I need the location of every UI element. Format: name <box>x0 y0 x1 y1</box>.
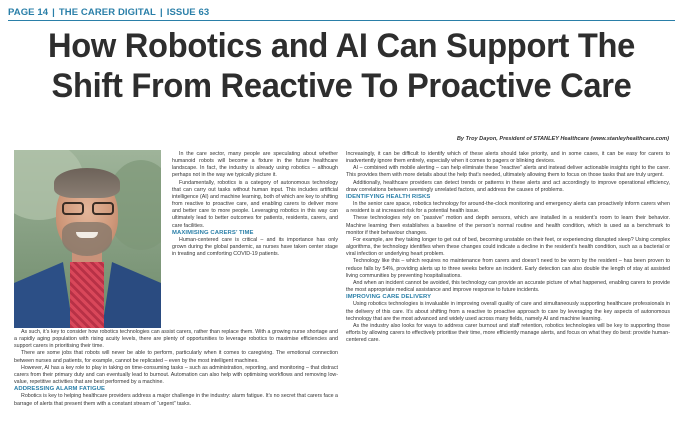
paragraph: However, AI has a key role to play in taking on time-consuming tasks – such as administration, reporting, and monitoring – that distract carers from their primary duty and can eventually lead to burnout. Automation can also help with optimising workflows and removing low-value, repetitive activities that are best performed by a machine. <box>14 364 338 386</box>
paragraph: In the care sector, many people are speculating about whether humanoid robots will become a fixture in the future healthcare landscape. In fact, the industry is already using robotics – although perhaps not in the way we typically picture it. <box>172 151 338 179</box>
paragraph: Additionally, healthcare providers can detect trends or patterns in these alerts and act accordingly to improve operational efficiency, draw correlations between seemingly unrelated factors, and address the causes of problems. <box>346 179 670 193</box>
paragraph: And when an incident cannot be avoided, this technology can provide an accurate picture of what happened, enabling carers to provide the most appropriate medical assistance and improve response to future incidents. <box>346 279 670 294</box>
paragraph: Using robotics technologies is invaluable in improving overall quality of care and simultaneously supporting healthcare professionals in the delivery of this care. It’s about shifting from a reactive to proactive approach to care by leveraging the key aspects of autonomous technology that are the most advanced and widely used across many fields, namely AI and machine learning. <box>346 301 670 322</box>
page-header <box>8 7 209 18</box>
header-rule <box>8 20 675 21</box>
publication-name: THE CARER DIGITAL <box>58 7 156 18</box>
issue-number: ISSUE 63 <box>166 7 210 18</box>
header-separator: | <box>52 7 55 18</box>
article-headline-line-1: How Robotics and AI Can Support The <box>47 27 636 65</box>
article-column-1-upper <box>172 151 338 258</box>
page-number: PAGE 14 <box>8 7 49 18</box>
subhead-identifying-health-risks: IDENTIFYING HEALTH RISKS <box>346 193 431 200</box>
paragraph: There are some jobs that robots will never be able to perform, particularly when it comes to caregiving. The emotional connection between nurses and patients, for example, cannot be replicated – even by the most intelligent machines. <box>14 350 338 364</box>
header-separator: | <box>159 7 163 18</box>
paragraph: Technology like this – which requires no maintenance from carers and doesn’t need to be worn by the resident – has been proven to reduce falls by 54%, providing alerts up to three weeks before an incident. Early detection can also double the length of stay at assisted living communities by preventing hospitalisations. <box>346 258 670 279</box>
paragraph: As such, it’s key to consider how robotics technologies can assist carers, rather than replace them. With a growing nurse shortage and a rapidly aging population with rising acuity levels, there are plenty of opportunities to leverage robotics to maximise efficiencies and support carers in prioritising their time. <box>14 329 338 350</box>
article-byline: By Troy Dayon, President of STANLEY Healthcare (www.stanleyhealthcare.com) <box>456 136 669 142</box>
article-column-2 <box>346 151 670 344</box>
paragraph: AI – combined with mobile alerting – can help eliminate these “reactive” alerts and instead deliver actionable insights right to the carer. This provides them with more details about the help that’s needed, ultimately allowing them to focus on those tasks that are truly urgent. <box>346 165 670 179</box>
paragraph: Robotics is key to helping healthcare providers address a major challenge in the industry: alarm fatigue. It’s no secret that carers face a barrage of alerts that present them with a constant stream of “urgent” tasks. <box>14 393 338 407</box>
subhead-maximising-carers-time: MAXIMISING CARERS’ TIME <box>172 229 254 236</box>
paragraph: For example, are they taking longer to get out of bed, becoming unstable on their feet, or experiencing disrupted sleep? Using complex algorithms, the technology identifies when these changes could indicate a decline in the resident’s health condition, such as a bacterial or viral infection or underlying heart problem. <box>346 236 670 258</box>
paragraph: Fundamentally, robotics is a category of autonomous technology that can carry out tasks without human input. This includes artificial intelligence (AI) and machine learning, both of which are key to shifting from reactive to proactive care, and enabling carers to deliver more and better care to more people. Leveraging robotics in this way can ultimately lead to better outcomes for patients, residents, carers, and care facilities. <box>172 179 338 229</box>
paragraph: These technologies rely on “passive” motion and depth sensors, which are installed in a resident’s room to learn their behavior. Machine learning then establishes a baseline of the person’s normal routine and health condition, which is used as a benchmark to monitor if their behaviour changes. <box>346 215 670 236</box>
paragraph: In the senior care space, robotics technology for around-the-clock monitoring and emergency alerts can proactively inform carers when a resident is at increased risk for a potential health issue. <box>346 201 670 215</box>
paragraph: As the industry also looks for ways to address carer burnout and staff retention, robotics technologies will be key to supporting those efforts by allowing carers to effectively prioritise their time, more efficiently manage alerts, and focus on what they do best: provide human-centered care. <box>346 322 670 344</box>
subhead-addressing-alarm-fatigue: ADDRESSING ALARM FATIGUE <box>14 386 106 393</box>
paragraph: Human-centered care is critical – and its importance has only grown during the global pandemic, as nurses have taken center stage in treating and comforting COVID-19 patients. <box>172 236 338 258</box>
paragraph: Increasingly, it can be difficult to identify which of these alerts should take priority, and in some cases, it can be easy for carers to inadvertently ignore them entirely, especially when it comes to pagers or blinking devices. <box>346 151 670 165</box>
subhead-improving-care-delivery: IMPROVING CARE DELIVERY <box>346 294 432 301</box>
author-portrait-photo <box>14 150 161 328</box>
article-column-1-lower <box>14 329 338 408</box>
article-headline-line-2: Shift From Reactive To Proactive Care <box>51 67 632 105</box>
